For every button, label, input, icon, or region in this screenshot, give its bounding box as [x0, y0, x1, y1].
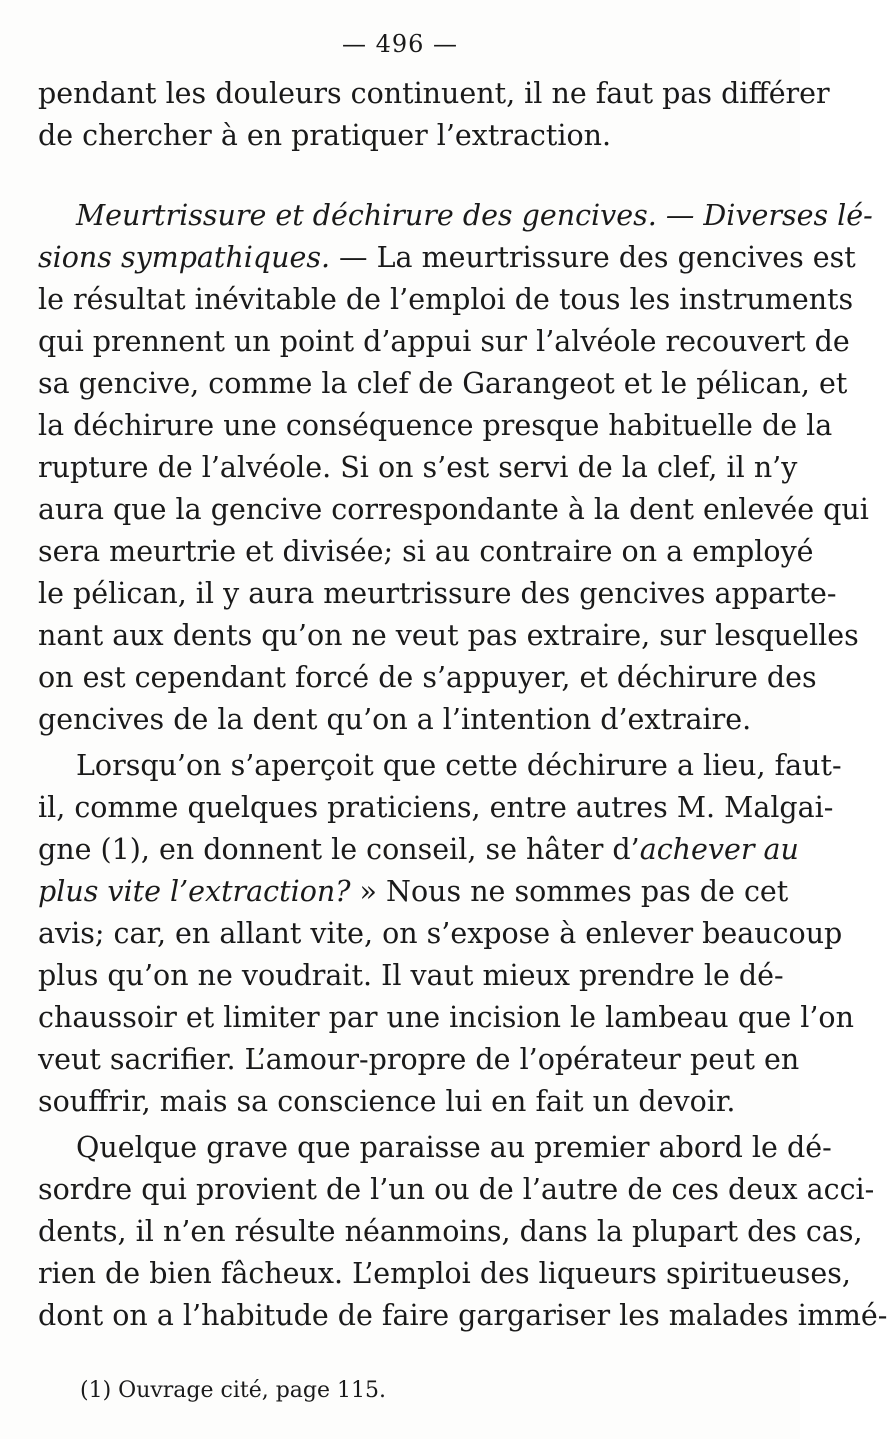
text-line — [38, 447, 798, 489]
text-run: gne (1), en donnent le conseil, se hâter d’ — [38, 833, 640, 866]
text-run: dont on a l’habitude de faire gargariser les malades immé- — [38, 1299, 887, 1332]
text-run: il, comme quelques praticiens, entre autres M. Malgai- — [38, 791, 834, 824]
text-run: rien de bien fâcheux. L’emploi des liqueurs spiritueuses, — [38, 1257, 851, 1290]
text-run: » Nous ne sommes pas de cet — [350, 875, 789, 908]
italic-text: Meurtrissure et déchirure des gencives. — Diverses lé- — [76, 199, 873, 232]
text-line — [38, 489, 869, 531]
text-run: — La meurtrissure des gencives est — [330, 241, 856, 274]
text-run: plus qu’on ne voudrait. Il vaut mieux prendre le dé- — [38, 959, 784, 992]
text-line — [38, 321, 850, 363]
text-line — [38, 829, 799, 871]
text-line — [38, 745, 842, 787]
body-text — [38, 73, 887, 1337]
text-line — [38, 657, 817, 699]
text-line — [38, 1039, 800, 1081]
text-line — [38, 237, 856, 279]
text-line — [38, 871, 789, 913]
text-run: souffrir, mais sa conscience lui en fait un devoir. — [38, 1085, 736, 1118]
text-line — [38, 1127, 832, 1169]
text-run: avis; car, en allant vite, on s’expose à enlever beaucoup — [38, 917, 843, 950]
text-run: rupture de l’alvéole. Si on s’est servi de la clef, il n’y — [38, 451, 798, 484]
text-run: dents, il n’en résulte néanmoins, dans la plupart des cas, — [38, 1215, 863, 1248]
footnote: (1) Ouvrage cité, page 115. — [80, 1378, 387, 1403]
text-line — [38, 1211, 863, 1253]
text-run: aura que la gencive correspondante à la dent enlevée qui — [38, 493, 869, 526]
text-run: le pélican, il y aura meurtrissure des gencives apparte- — [38, 577, 837, 610]
text-run: sera meurtrie et divisée; si au contraire on a employé — [38, 535, 814, 568]
text-run: on est cependant forcé de s’appuyer, et déchirure des — [38, 661, 817, 694]
text-run: le résultat inévitable de l’emploi de tous les instruments — [38, 283, 854, 316]
text-line — [38, 1253, 851, 1295]
text-run: gencives de la dent qu’on a l’intention d’extraire. — [38, 703, 752, 736]
text-line — [38, 405, 833, 447]
text-run: nant aux dents qu’on ne veut pas extraire, sur lesquelles — [38, 619, 859, 652]
text-line — [38, 115, 768, 157]
italic-text: plus vite l’extraction? — [38, 875, 351, 908]
text-line — [38, 615, 859, 657]
text-line — [38, 279, 854, 321]
text-line — [38, 913, 843, 955]
text-run: de chercher à en pratiquer l’extraction. — [38, 119, 612, 152]
text-run: sordre qui provient de l’un ou de l’autre de ces deux acci- — [38, 1173, 875, 1206]
text-run: veut sacrifier. L’amour-propre de l’opérateur peut en — [38, 1043, 800, 1076]
text-line — [38, 1169, 875, 1211]
text-run: Lorsqu’on s’aperçoit que cette déchirure a lieu, faut- — [76, 749, 842, 782]
text-line — [38, 1295, 887, 1337]
text-line — [38, 1081, 768, 1123]
italic-text: achever au — [639, 833, 799, 866]
text-run: pendant les douleurs continuent, il ne faut pas différer — [38, 77, 830, 110]
italic-text: sions sympathiques. — [38, 241, 330, 274]
text-line — [38, 955, 784, 997]
text-run: sa gencive, comme la clef de Garangeot et le pélican, et — [38, 367, 848, 400]
text-line — [38, 363, 848, 405]
text-line — [38, 531, 814, 573]
page-number: — 496 — — [341, 30, 459, 58]
text-run: Quelque grave que paraisse au premier abord le dé- — [76, 1131, 832, 1164]
text-line — [38, 699, 768, 741]
text-run: qui prennent un point d’appui sur l’alvéole recouvert de — [38, 325, 850, 358]
text-run: la déchirure une conséquence presque habituelle de la — [38, 409, 833, 442]
text-line — [38, 573, 837, 615]
text-run: chaussoir et limiter par une incision le lambeau que l’on — [38, 1001, 854, 1034]
text-line — [38, 73, 830, 115]
text-line — [38, 195, 873, 237]
text-line — [38, 787, 834, 829]
text-line — [38, 997, 854, 1039]
paragraph-gap — [38, 157, 768, 195]
